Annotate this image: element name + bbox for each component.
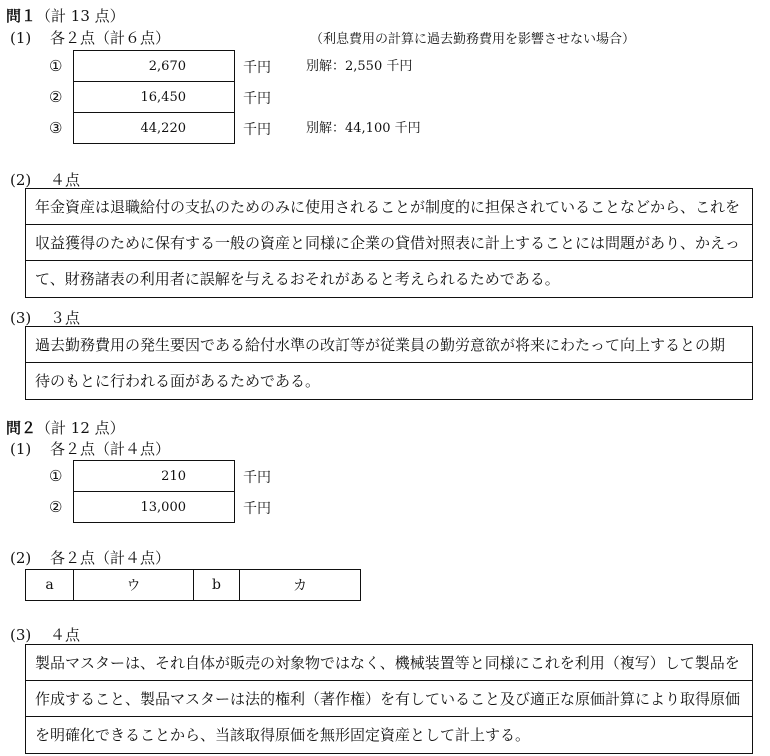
q1-p3-answer-box xyxy=(25,326,753,400)
q2-row2-answer-box xyxy=(73,491,235,523)
q2-row2-unit: 千円 xyxy=(243,501,271,517)
q1-row2-value: 16,450 xyxy=(140,89,186,105)
q2-p1-label: (1) xyxy=(10,440,32,458)
q2-p2-points: 各２点（計４点） xyxy=(50,549,171,567)
q1-row1-alt: 別解：2,550 千円 xyxy=(306,59,413,74)
q2-row2-mark: ② xyxy=(49,498,63,516)
q1-p3-line: 過去勤務費用の発生要因である給付水準の改訂等が従業員の勤労意欲が将来にわたって向上するとの期 xyxy=(26,327,752,363)
q1-row1-answer-box xyxy=(73,50,235,82)
q1-row3-mark: ③ xyxy=(49,119,63,137)
q1-p2-points: ４点 xyxy=(50,171,81,189)
q1-row1-mark: ① xyxy=(49,57,63,75)
q1-total: （計 13 点） xyxy=(36,7,125,25)
q2-row1-answer-box xyxy=(73,460,235,492)
q1-p1-points: 各２点（計６点） xyxy=(50,29,171,47)
q2-p3-answer-box xyxy=(25,644,753,754)
q2-p2-cell-b-label: b xyxy=(194,570,240,600)
q2-p1-points: 各２点（計４点） xyxy=(50,440,171,458)
q1-row2-mark: ② xyxy=(49,88,63,106)
q1-row3-unit: 千円 xyxy=(243,122,271,138)
q2-row2-value: 13,000 xyxy=(140,499,186,515)
q1-row2-answer-box xyxy=(73,81,235,113)
q1-heading xyxy=(6,6,125,26)
q1-row3-alt: 別解：44,100 千円 xyxy=(306,121,421,136)
q1-row1-unit: 千円 xyxy=(243,60,271,76)
q2-p2-label: (2) xyxy=(10,549,32,567)
q1-p3-points: ３点 xyxy=(50,309,81,327)
q1-p3-label: (3) xyxy=(10,309,32,327)
q2-heading xyxy=(6,418,125,438)
q1-row1-value: 2,670 xyxy=(148,58,186,74)
q2-p2-cell-a-answer: ウ xyxy=(74,570,194,600)
q2-row1-value: 210 xyxy=(161,468,186,484)
q2-row1-unit: 千円 xyxy=(243,470,271,486)
q2-title: 問２ xyxy=(6,419,37,437)
q2-row1-mark: ① xyxy=(49,467,63,485)
q1-p2-line: て、財務諸表の利用者に誤解を与えるおそれがあると考えられるためである。 xyxy=(35,270,560,288)
q1-title: 問１ xyxy=(6,7,37,25)
q2-p3-line: 製品マスターは、それ自体が販売の対象物ではなく、機械装置等と同様にこれを利用（複写）して製品を xyxy=(26,645,752,681)
q2-p2-answer-table xyxy=(25,569,361,601)
q2-p3-points: ４点 xyxy=(50,626,81,644)
q2-total: （計 12 点） xyxy=(36,419,125,437)
q1-p2-line: 年金資産は退職給付の支払のためのみに使用されることが制度的に担保されていることなどから、これを xyxy=(26,189,752,225)
q1-p2-label: (2) xyxy=(10,171,32,189)
q1-p1-label: (1) xyxy=(10,29,32,47)
q1-p3-line: 待のもとに行われる面があるためである。 xyxy=(35,372,321,390)
q2-p2-cell-b-answer: カ xyxy=(293,578,307,594)
q1-p1-note: （利息費用の計算に過去勤務費用を影響させない場合） xyxy=(310,32,636,47)
q2-p3-line: を明確化できることから、当該取得原価を無形固定資産として計上する。 xyxy=(35,726,531,744)
q2-p2-cell-a-label: a xyxy=(26,570,74,600)
q1-p2-answer-box xyxy=(25,188,753,298)
q1-row3-value: 44,220 xyxy=(140,120,186,136)
q1-row2-unit: 千円 xyxy=(243,91,271,107)
q1-p2-line: 収益獲得のために保有する一般の資産と同様に企業の貸借対照表に計上することには問題があり、かえっ xyxy=(26,225,752,261)
q2-p3-label: (3) xyxy=(10,626,32,644)
q2-p3-line: 作成すること、製品マスターは法的権利（著作権）を有していること及び適正な原価計算により取得原価 xyxy=(26,681,752,717)
q1-row3-answer-box xyxy=(73,112,235,144)
